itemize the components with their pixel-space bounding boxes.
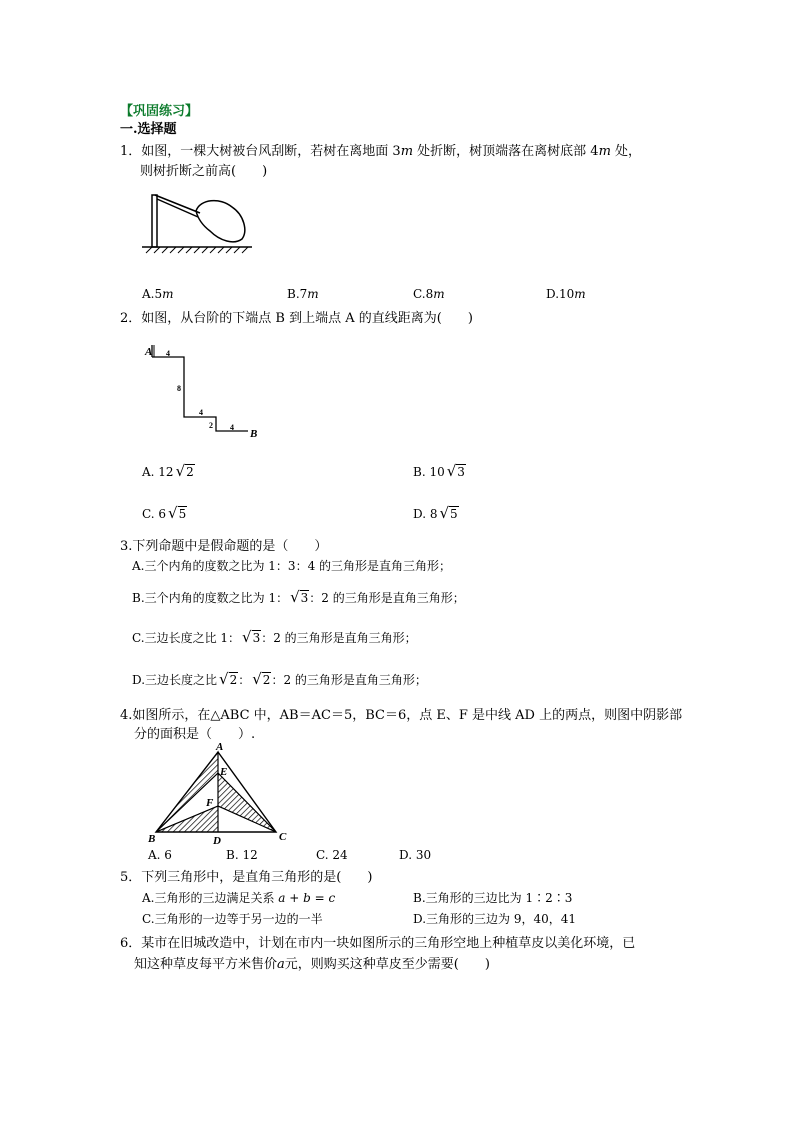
q2-text: 2．如图，从台阶的下端点 B 到上端点 A 的直线距离为( ) [120,311,473,326]
radicand: 5 [450,507,458,521]
radicand: 3 [252,631,261,645]
q6-line2 [134,953,490,972]
q3-option-d-text-post: ：2 的三角形是直角三角形； [271,673,427,687]
q5-text: 5．下列三角形中，是直角三角形的是( ) [120,870,373,885]
q5-option-c[interactable]: C.三角形的一边等于另一边的一半 [142,912,323,926]
q3-option-c-text-post: ：2 的三角形是直角三角形； [261,631,417,645]
q4-label-b: B [148,833,156,845]
q6-line1: 6．某市在旧城改造中，计划在市内一块如图所示的三角形空地上种植草皮以美化环境，已 [120,936,636,951]
q2-option-a[interactable] [142,462,195,480]
radicand: 3 [300,591,309,605]
q4-line1: 4.如图所示，在△ABC 中，AB＝AC＝5，BC＝6，点 E、F 是中线 AD 上的两点，则图中阴影部 [120,708,683,723]
q2-stairs-figure [140,335,280,445]
q2-label-8: 8 [177,384,181,393]
q2-label-2: 2 [209,421,213,430]
q1-option-d[interactable] [546,287,586,301]
q6-text-b: 元，则购买这种草皮至少需要( ) [284,957,490,972]
radicand: 3 [457,465,465,479]
q3-option-c-text: C.三边长度之比 1： [132,631,241,645]
radicand: 5 [178,507,187,521]
q1-option-c[interactable] [413,287,445,301]
q2-option-b-text: B. 10 [413,465,445,479]
q1-unit: m [307,287,319,301]
q1-option-c-text: C.8 [413,287,434,301]
q3-option-d[interactable] [132,670,427,688]
q4-label-a: A [216,741,224,753]
sqrt-symbol: √3 [242,628,261,646]
q1-option-a-text: A.5 [142,287,163,301]
q1-unit: m [400,144,414,159]
q5-option-a-text: A.三角形的三边满足关系 [142,891,279,905]
q3-option-b-text-post: ：2 的三角形是直角三角形； [309,591,465,605]
q3-option-b[interactable] [132,588,465,606]
sqrt-symbol: √3 [290,588,309,606]
q1-option-b-text: B.7 [287,287,308,301]
q4-option-a[interactable]: A. 6 [148,848,172,862]
q3-option-b-text: B.三个内角的度数之比为 1： [132,591,289,605]
q1-tree-figure [140,185,260,255]
sqrt-symbol: √5 [168,504,187,522]
q2-option-d-text: D. 8 [413,507,438,521]
q3-option-d-text: D.三边长度之比 [132,673,218,687]
q5-option-a-math: a + b = c [278,891,336,905]
section-title: 【巩固练习】 [120,104,199,119]
q2-option-b[interactable] [413,462,466,480]
q2-label-b: B [250,428,258,440]
q3-option-a[interactable]: A.三个内角的度数之比为 1：3：4 的三角形是直角三角形； [132,559,452,573]
q4-label-d: D [213,835,221,847]
q4-label-e: E [220,766,228,778]
q1-option-b[interactable] [287,287,319,301]
q4-option-d[interactable]: D. 30 [399,848,432,862]
q1-unit: m [598,144,611,159]
q1-unit: m [574,287,586,301]
q3-text: 3.下列命题中是假命题的是（ ） [120,539,328,554]
q1-text-c: 处， [610,144,642,159]
q4-label-f: F [206,797,214,809]
q1-line2: 则树折断之前高( ) [140,164,268,179]
q4-option-c[interactable]: C. 24 [316,848,348,862]
q4-option-b[interactable]: B. 12 [226,848,258,862]
q5-option-b[interactable]: B.三角形的三边比为 1∶2∶3 [413,891,573,905]
q2-option-a-text: A. 12 [142,465,174,479]
q1-option-d-text: D.10 [546,287,575,301]
section-subtitle: 一.选择题 [120,122,177,137]
q2-option-c-text: C. 6 [142,507,167,521]
q5-option-a[interactable] [142,889,335,906]
q2-label-a: A [145,346,153,358]
q4-line2: 分的面积是（ ）. [134,727,256,742]
q2-label-4a: 4 [166,349,170,358]
q5-option-d[interactable]: D.三角形的三边为 9，40，41 [413,912,576,926]
q2-label-4c: 4 [230,423,234,432]
q3-option-d-colon: ： [238,673,251,687]
sqrt-symbol: √3 [446,462,465,480]
radicand: 2 [262,673,271,687]
q1-line1 [120,140,641,159]
sqrt-symbol: √2 [219,670,238,688]
q1-unit: m [162,287,174,301]
q4-triangle-figure [140,740,300,848]
q1-text-b: 处折断，树顶端落在离树底部 4 [413,144,599,159]
q3-option-c[interactable] [132,628,417,646]
sqrt-symbol: √2 [252,670,271,688]
q4-label-c: C [279,831,287,843]
q1-option-a[interactable] [142,287,174,301]
q2-label-4b: 4 [199,408,203,417]
radicand: 2 [229,673,238,687]
radicand: 2 [186,465,194,479]
q2-option-d[interactable] [413,504,459,522]
q1-text-a: 1．如图，一棵大树被台风刮断，若树在离地面 3 [120,144,401,159]
sqrt-symbol: √2 [175,462,194,480]
q6-variable: a [277,957,285,972]
sqrt-symbol: √5 [439,504,458,522]
q2-option-c[interactable] [142,504,187,522]
q6-text-a: 知这种草皮每平方米售价 [134,957,278,972]
q1-unit: m [433,287,445,301]
